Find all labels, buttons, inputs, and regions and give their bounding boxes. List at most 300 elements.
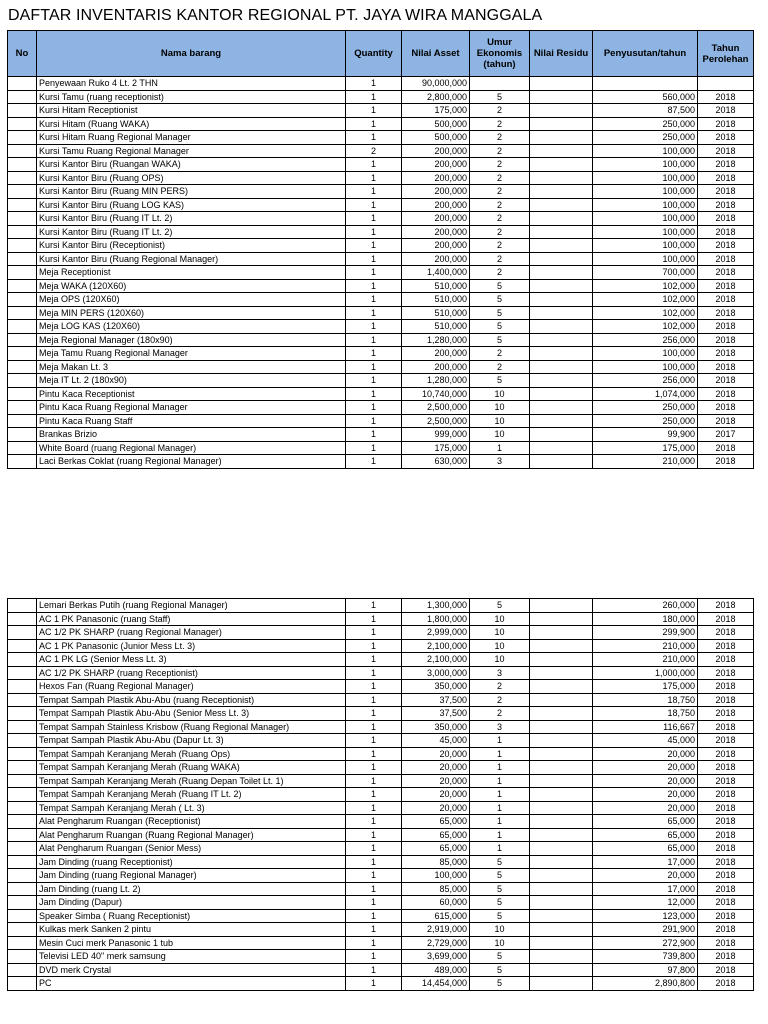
cell-penyusutan: 116,667: [593, 720, 698, 734]
table-row: [8, 869, 754, 883]
cell-umur-ekonomis: 1: [470, 747, 530, 761]
cell-umur-ekonomis: 2: [470, 117, 530, 131]
cell-nilai-asset: 2,999,000: [402, 626, 470, 640]
table-row: [8, 212, 754, 226]
table-row: [8, 936, 754, 950]
cell-nilai-asset: 3,699,000: [402, 950, 470, 964]
cell-quantity: 1: [346, 414, 402, 428]
cell-umur-ekonomis: 3: [470, 720, 530, 734]
cell-nilai-asset: 20,000: [402, 774, 470, 788]
cell-umur-ekonomis: 10: [470, 387, 530, 401]
cell-penyusutan: 560,000: [593, 90, 698, 104]
cell-nilai-residu: [530, 842, 593, 856]
cell-no: [8, 882, 37, 896]
cell-quantity: 1: [346, 666, 402, 680]
cell-tahun-perolehan: 2018: [698, 158, 754, 172]
inventory-table-top: [7, 30, 754, 469]
cell-nilai-residu: [530, 144, 593, 158]
cell-umur-ekonomis: 2: [470, 252, 530, 266]
cell-tahun-perolehan: 2018: [698, 828, 754, 842]
cell-nilai-asset: 200,000: [402, 171, 470, 185]
cell-nilai-residu: [530, 441, 593, 455]
cell-nilai-asset: 200,000: [402, 158, 470, 172]
cell-nama-barang: Jam Dinding (ruang Regional Manager): [37, 869, 346, 883]
cell-quantity: 1: [346, 117, 402, 131]
cell-umur-ekonomis: 1: [470, 734, 530, 748]
cell-quantity: 1: [346, 828, 402, 842]
cell-no: [8, 828, 37, 842]
cell-nama-barang: Kursi Hitam (Ruang WAKA): [37, 117, 346, 131]
cell-no: [8, 747, 37, 761]
cell-nilai-asset: 200,000: [402, 212, 470, 226]
cell-nama-barang: Kursi Tamu (ruang receptionist): [37, 90, 346, 104]
cell-penyusutan: 100,000: [593, 360, 698, 374]
cell-penyusutan: 250,000: [593, 131, 698, 145]
cell-quantity: 1: [346, 977, 402, 991]
cell-penyusutan: 20,000: [593, 761, 698, 775]
cell-quantity: 1: [346, 896, 402, 910]
cell-nama-barang: Kursi Kantor Biru (Ruangan WAKA): [37, 158, 346, 172]
table-row: [8, 734, 754, 748]
cell-umur-ekonomis: [470, 77, 530, 91]
cell-tahun-perolehan: 2018: [698, 306, 754, 320]
cell-nilai-residu: [530, 117, 593, 131]
cell-penyusutan: 100,000: [593, 347, 698, 361]
cell-penyusutan: 739,800: [593, 950, 698, 964]
cell-nilai-asset: 200,000: [402, 185, 470, 199]
cell-penyusutan: 291,900: [593, 923, 698, 937]
cell-nilai-asset: 200,000: [402, 198, 470, 212]
cell-no: [8, 144, 37, 158]
cell-no: [8, 909, 37, 923]
cell-no: [8, 306, 37, 320]
cell-tahun-perolehan: 2018: [698, 774, 754, 788]
cell-no: [8, 239, 37, 253]
cell-tahun-perolehan: 2018: [698, 185, 754, 199]
header-nilai-asset: Nilai Asset: [402, 31, 470, 77]
cell-umur-ekonomis: 1: [470, 761, 530, 775]
cell-umur-ekonomis: 1: [470, 441, 530, 455]
cell-umur-ekonomis: 1: [470, 788, 530, 802]
cell-penyusutan: [593, 77, 698, 91]
cell-tahun-perolehan: 2018: [698, 815, 754, 829]
cell-nilai-residu: [530, 882, 593, 896]
cell-penyusutan: 260,000: [593, 599, 698, 613]
cell-umur-ekonomis: 5: [470, 374, 530, 388]
cell-penyusutan: 700,000: [593, 266, 698, 280]
cell-umur-ekonomis: 2: [470, 131, 530, 145]
cell-tahun-perolehan: 2018: [698, 171, 754, 185]
cell-umur-ekonomis: 2: [470, 158, 530, 172]
table-row: [8, 117, 754, 131]
cell-nilai-asset: 2,500,000: [402, 401, 470, 415]
cell-nilai-residu: [530, 212, 593, 226]
cell-quantity: 1: [346, 320, 402, 334]
cell-no: [8, 950, 37, 964]
cell-nama-barang: Kursi Kantor Biru (Ruang IT Lt. 2): [37, 225, 346, 239]
cell-umur-ekonomis: 5: [470, 909, 530, 923]
cell-no: [8, 612, 37, 626]
cell-quantity: 1: [346, 747, 402, 761]
cell-tahun-perolehan: 2018: [698, 612, 754, 626]
cell-nilai-asset: 20,000: [402, 747, 470, 761]
cell-nilai-asset: 510,000: [402, 279, 470, 293]
cell-nilai-residu: [530, 374, 593, 388]
cell-no: [8, 198, 37, 212]
cell-no: [8, 653, 37, 667]
cell-nama-barang: Meja Receptionist: [37, 266, 346, 280]
table-row: [8, 198, 754, 212]
cell-nilai-asset: 2,800,000: [402, 90, 470, 104]
cell-no: [8, 266, 37, 280]
cell-nilai-residu: [530, 252, 593, 266]
cell-tahun-perolehan: 2018: [698, 963, 754, 977]
cell-nilai-asset: 200,000: [402, 239, 470, 253]
table-row: [8, 666, 754, 680]
cell-nilai-asset: 1,280,000: [402, 374, 470, 388]
cell-nama-barang: Meja MIN PERS (120X60): [37, 306, 346, 320]
cell-umur-ekonomis: 1: [470, 815, 530, 829]
cell-umur-ekonomis: 5: [470, 977, 530, 991]
table-row: [8, 828, 754, 842]
table-row: [8, 842, 754, 856]
cell-nama-barang: Kursi Kantor Biru (Ruang OPS): [37, 171, 346, 185]
cell-tahun-perolehan: 2018: [698, 117, 754, 131]
cell-quantity: 1: [346, 653, 402, 667]
table-row: [8, 599, 754, 613]
cell-umur-ekonomis: 3: [470, 455, 530, 469]
cell-nilai-residu: [530, 306, 593, 320]
cell-penyusutan: 210,000: [593, 639, 698, 653]
cell-tahun-perolehan: 2018: [698, 266, 754, 280]
cell-nama-barang: Meja Regional Manager (180x90): [37, 333, 346, 347]
cell-penyusutan: 99,900: [593, 428, 698, 442]
cell-umur-ekonomis: 2: [470, 347, 530, 361]
cell-penyusutan: 100,000: [593, 185, 698, 199]
cell-quantity: 1: [346, 198, 402, 212]
header-row: [8, 31, 754, 77]
cell-nama-barang: AC 1/2 PK SHARP (ruang Regional Manager): [37, 626, 346, 640]
cell-nilai-asset: 20,000: [402, 761, 470, 775]
cell-nilai-residu: [530, 936, 593, 950]
cell-nilai-asset: 100,000: [402, 869, 470, 883]
cell-quantity: 1: [346, 720, 402, 734]
table-row: [8, 239, 754, 253]
header-nama-barang: Nama barang: [37, 31, 346, 77]
table-row: [8, 693, 754, 707]
cell-nilai-residu: [530, 693, 593, 707]
cell-penyusutan: 180,000: [593, 612, 698, 626]
cell-nama-barang: Kursi Kantor Biru (Ruang LOG KAS): [37, 198, 346, 212]
cell-nama-barang: Kursi Kantor Biru (Ruang MIN PERS): [37, 185, 346, 199]
cell-tahun-perolehan: 2018: [698, 653, 754, 667]
cell-nilai-asset: 510,000: [402, 293, 470, 307]
cell-tahun-perolehan: 2018: [698, 977, 754, 991]
cell-no: [8, 158, 37, 172]
cell-no: [8, 117, 37, 131]
cell-umur-ekonomis: 10: [470, 923, 530, 937]
cell-nama-barang: Kursi Kantor Biru (Receptionist): [37, 239, 346, 253]
cell-tahun-perolehan: 2018: [698, 842, 754, 856]
cell-quantity: 1: [346, 347, 402, 361]
cell-penyusutan: 102,000: [593, 320, 698, 334]
cell-nilai-asset: 37,500: [402, 707, 470, 721]
cell-penyusutan: 102,000: [593, 293, 698, 307]
cell-quantity: 1: [346, 788, 402, 802]
cell-umur-ekonomis: 2: [470, 185, 530, 199]
cell-no: [8, 707, 37, 721]
cell-penyusutan: 256,000: [593, 333, 698, 347]
cell-penyusutan: 210,000: [593, 455, 698, 469]
table-row: [8, 185, 754, 199]
cell-nilai-asset: 615,000: [402, 909, 470, 923]
cell-nama-barang: Meja WAKA (120X60): [37, 279, 346, 293]
cell-nama-barang: Kursi Kantor Biru (Ruang IT Lt. 2): [37, 212, 346, 226]
table-row: [8, 347, 754, 361]
cell-quantity: 1: [346, 950, 402, 964]
table-row: [8, 801, 754, 815]
cell-quantity: 1: [346, 252, 402, 266]
cell-nilai-residu: [530, 896, 593, 910]
table-row: [8, 414, 754, 428]
cell-nilai-residu: [530, 855, 593, 869]
cell-no: [8, 842, 37, 856]
cell-nilai-residu: [530, 815, 593, 829]
cell-quantity: 1: [346, 612, 402, 626]
cell-penyusutan: 100,000: [593, 144, 698, 158]
cell-nilai-residu: [530, 869, 593, 883]
cell-quantity: 1: [346, 104, 402, 118]
cell-nilai-residu: [530, 747, 593, 761]
cell-nilai-residu: [530, 171, 593, 185]
table-row: [8, 909, 754, 923]
cell-no: [8, 131, 37, 145]
header-quantity: Quantity: [346, 31, 402, 77]
cell-penyusutan: 17,000: [593, 855, 698, 869]
cell-no: [8, 455, 37, 469]
cell-nilai-residu: [530, 720, 593, 734]
cell-umur-ekonomis: 2: [470, 239, 530, 253]
cell-penyusutan: 102,000: [593, 279, 698, 293]
table-row: [8, 131, 754, 145]
table-row: [8, 977, 754, 991]
table-row: [8, 360, 754, 374]
cell-umur-ekonomis: 2: [470, 144, 530, 158]
cell-nilai-asset: 175,000: [402, 441, 470, 455]
cell-umur-ekonomis: 5: [470, 279, 530, 293]
table-row: [8, 747, 754, 761]
table-row: [8, 387, 754, 401]
table-row: [8, 882, 754, 896]
table-row: [8, 266, 754, 280]
cell-quantity: 1: [346, 401, 402, 415]
cell-nama-barang: Laci Berkas Coklat (ruang Regional Manager): [37, 455, 346, 469]
cell-nama-barang: AC 1 PK Panasonic (ruang Staff): [37, 612, 346, 626]
cell-umur-ekonomis: 5: [470, 950, 530, 964]
cell-quantity: 1: [346, 158, 402, 172]
cell-nama-barang: Tempat Sampah Keranjang Merah (Ruang IT Lt. 2): [37, 788, 346, 802]
cell-quantity: 1: [346, 693, 402, 707]
cell-tahun-perolehan: 2018: [698, 360, 754, 374]
cell-penyusutan: 175,000: [593, 680, 698, 694]
cell-nilai-asset: 45,000: [402, 734, 470, 748]
cell-nama-barang: AC 1 PK LG (Senior Mess Lt. 3): [37, 653, 346, 667]
cell-nama-barang: Kursi Tamu Ruang Regional Manager: [37, 144, 346, 158]
cell-nilai-asset: 500,000: [402, 117, 470, 131]
cell-nilai-asset: 200,000: [402, 225, 470, 239]
cell-umur-ekonomis: 10: [470, 639, 530, 653]
cell-nilai-residu: [530, 599, 593, 613]
cell-penyusutan: 87,500: [593, 104, 698, 118]
cell-nama-barang: Tempat Sampah Keranjang Merah ( Lt. 3): [37, 801, 346, 815]
cell-nama-barang: Hexos Fan (Ruang Regional Manager): [37, 680, 346, 694]
cell-no: [8, 774, 37, 788]
cell-tahun-perolehan: 2018: [698, 788, 754, 802]
cell-nama-barang: Jam Dinding (ruang Receptionist): [37, 855, 346, 869]
cell-nilai-residu: [530, 185, 593, 199]
cell-no: [8, 963, 37, 977]
cell-quantity: 1: [346, 842, 402, 856]
cell-quantity: 1: [346, 882, 402, 896]
table-row: [8, 171, 754, 185]
cell-nama-barang: White Board (ruang Regional Manager): [37, 441, 346, 455]
cell-umur-ekonomis: 10: [470, 612, 530, 626]
cell-tahun-perolehan: 2018: [698, 252, 754, 266]
cell-penyusutan: 100,000: [593, 225, 698, 239]
cell-no: [8, 923, 37, 937]
cell-nilai-residu: [530, 977, 593, 991]
cell-nama-barang: AC 1/2 PK SHARP (ruang Receptionist): [37, 666, 346, 680]
cell-nama-barang: Tempat Sampah Plastik Abu-Abu (Senior Mess Lt. 3): [37, 707, 346, 721]
header-penyusutan: Penyusutan/tahun: [593, 31, 698, 77]
cell-tahun-perolehan: 2018: [698, 131, 754, 145]
cell-quantity: 1: [346, 963, 402, 977]
cell-umur-ekonomis: 2: [470, 198, 530, 212]
cell-tahun-perolehan: 2017: [698, 428, 754, 442]
cell-penyusutan: 250,000: [593, 401, 698, 415]
cell-nama-barang: Pintu Kaca Ruang Staff: [37, 414, 346, 428]
cell-no: [8, 896, 37, 910]
cell-nama-barang: PC: [37, 977, 346, 991]
cell-umur-ekonomis: 5: [470, 855, 530, 869]
cell-nama-barang: Tempat Sampah Stainless Krisbow (Ruang Regional Manager): [37, 720, 346, 734]
cell-nilai-residu: [530, 104, 593, 118]
cell-nilai-asset: 1,300,000: [402, 599, 470, 613]
table-row: [8, 428, 754, 442]
cell-nilai-residu: [530, 653, 593, 667]
cell-penyusutan: 100,000: [593, 212, 698, 226]
cell-nilai-residu: [530, 666, 593, 680]
cell-nama-barang: Kursi Hitam Receptionist: [37, 104, 346, 118]
cell-tahun-perolehan: 2018: [698, 626, 754, 640]
cell-penyusutan: 100,000: [593, 252, 698, 266]
cell-quantity: 1: [346, 428, 402, 442]
cell-quantity: 1: [346, 225, 402, 239]
cell-no: [8, 428, 37, 442]
cell-umur-ekonomis: 5: [470, 293, 530, 307]
cell-tahun-perolehan: 2018: [698, 680, 754, 694]
cell-quantity: 1: [346, 333, 402, 347]
cell-nilai-residu: [530, 266, 593, 280]
cell-umur-ekonomis: 5: [470, 963, 530, 977]
cell-umur-ekonomis: 1: [470, 828, 530, 842]
cell-umur-ekonomis: 2: [470, 266, 530, 280]
cell-tahun-perolehan: 2018: [698, 401, 754, 415]
cell-penyusutan: 45,000: [593, 734, 698, 748]
cell-tahun-perolehan: 2018: [698, 882, 754, 896]
cell-nilai-asset: 200,000: [402, 347, 470, 361]
cell-penyusutan: 100,000: [593, 239, 698, 253]
cell-no: [8, 761, 37, 775]
table-row: [8, 293, 754, 307]
cell-nilai-residu: [530, 347, 593, 361]
cell-nilai-asset: 1,400,000: [402, 266, 470, 280]
cell-nama-barang: AC 1 PK Panasonic (Junior Mess Lt. 3): [37, 639, 346, 653]
cell-nama-barang: Kursi Kantor Biru (Ruang Regional Manager): [37, 252, 346, 266]
cell-nilai-asset: 200,000: [402, 252, 470, 266]
table-row: [8, 720, 754, 734]
cell-tahun-perolehan: 2018: [698, 950, 754, 964]
cell-penyusutan: 18,750: [593, 707, 698, 721]
cell-umur-ekonomis: 5: [470, 320, 530, 334]
cell-nilai-residu: [530, 612, 593, 626]
cell-umur-ekonomis: 2: [470, 171, 530, 185]
cell-quantity: 1: [346, 441, 402, 455]
table-row: [8, 815, 754, 829]
table-row: [8, 90, 754, 104]
cell-tahun-perolehan: 2018: [698, 212, 754, 226]
cell-tahun-perolehan: 2018: [698, 801, 754, 815]
cell-no: [8, 869, 37, 883]
cell-nilai-asset: 200,000: [402, 360, 470, 374]
cell-nilai-asset: 2,919,000: [402, 923, 470, 937]
cell-quantity: 1: [346, 626, 402, 640]
cell-tahun-perolehan: 2018: [698, 455, 754, 469]
cell-nilai-residu: [530, 707, 593, 721]
cell-no: [8, 599, 37, 613]
cell-penyusutan: 20,000: [593, 869, 698, 883]
cell-tahun-perolehan: 2018: [698, 104, 754, 118]
cell-nilai-residu: [530, 639, 593, 653]
cell-penyusutan: 100,000: [593, 171, 698, 185]
cell-tahun-perolehan: 2018: [698, 666, 754, 680]
cell-nilai-residu: [530, 279, 593, 293]
cell-no: [8, 720, 37, 734]
cell-penyusutan: 210,000: [593, 653, 698, 667]
cell-penyusutan: 299,900: [593, 626, 698, 640]
cell-penyusutan: 175,000: [593, 441, 698, 455]
cell-no: [8, 788, 37, 802]
cell-nilai-residu: [530, 225, 593, 239]
cell-nilai-residu: [530, 428, 593, 442]
table-row: [8, 774, 754, 788]
cell-umur-ekonomis: 5: [470, 869, 530, 883]
cell-tahun-perolehan: 2018: [698, 693, 754, 707]
cell-nilai-asset: 90,000,000: [402, 77, 470, 91]
cell-tahun-perolehan: 2018: [698, 90, 754, 104]
cell-tahun-perolehan: 2018: [698, 761, 754, 775]
cell-penyusutan: 65,000: [593, 815, 698, 829]
cell-penyusutan: 20,000: [593, 774, 698, 788]
table-row: [8, 626, 754, 640]
cell-quantity: 2: [346, 144, 402, 158]
cell-nama-barang: Tempat Sampah Plastik Abu-Abu (Dapur Lt. 3): [37, 734, 346, 748]
cell-nilai-asset: 175,000: [402, 104, 470, 118]
cell-umur-ekonomis: 2: [470, 680, 530, 694]
cell-nilai-residu: [530, 131, 593, 145]
cell-umur-ekonomis: 5: [470, 333, 530, 347]
cell-nilai-asset: 510,000: [402, 320, 470, 334]
